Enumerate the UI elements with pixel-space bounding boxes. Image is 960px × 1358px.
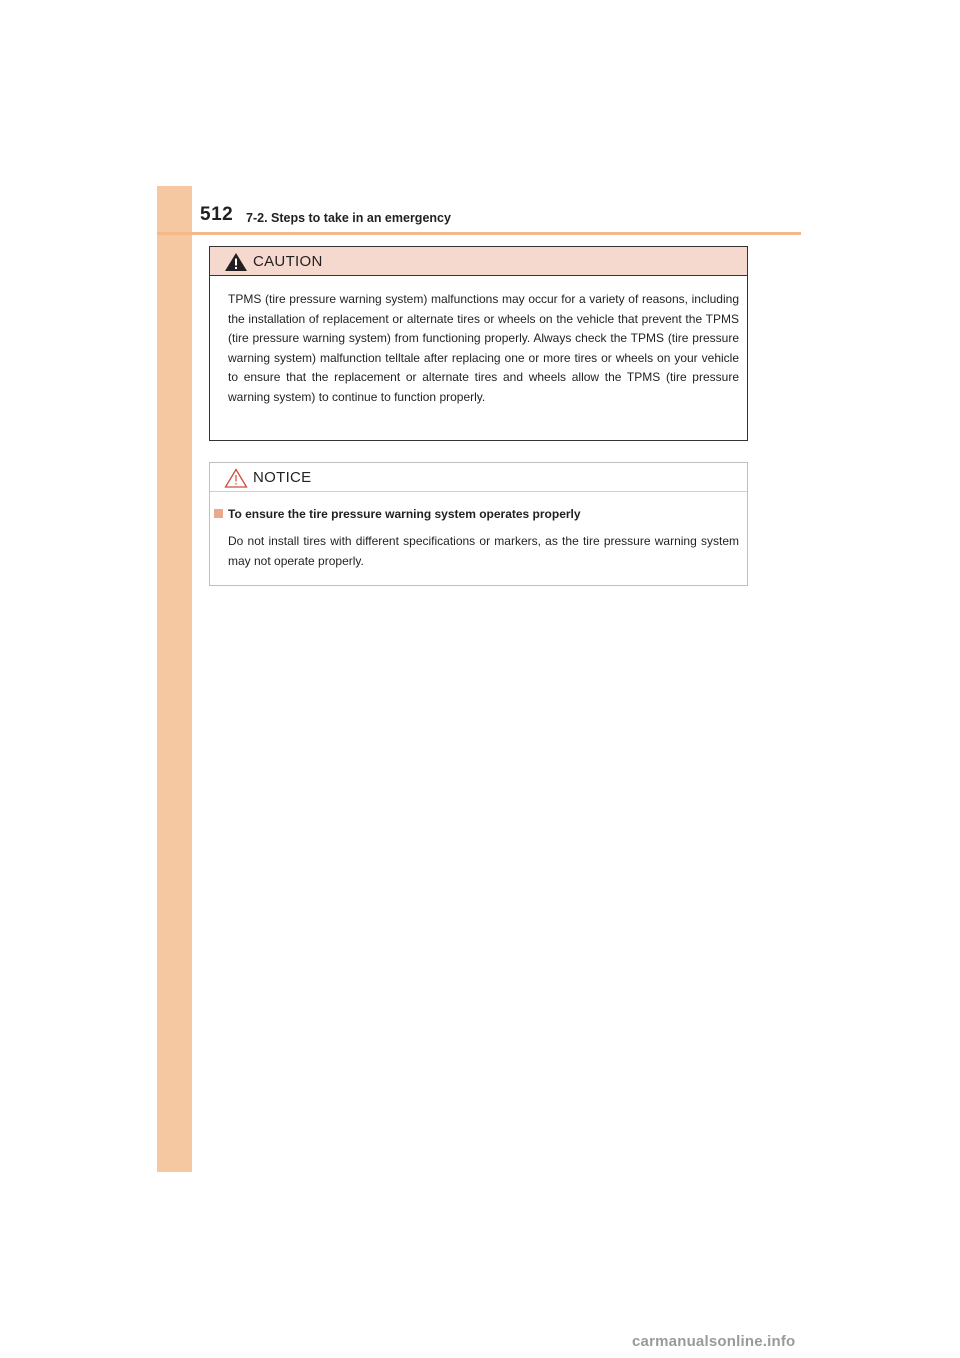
notice-box bbox=[209, 462, 748, 586]
warning-triangle-icon bbox=[224, 252, 248, 272]
notice-header bbox=[210, 463, 747, 492]
caution-header bbox=[210, 247, 747, 276]
caution-box bbox=[209, 246, 748, 441]
notice-text: Do not install tires with different specifications or markers, as the tire pressure warning system may not operate properly. bbox=[228, 534, 739, 568]
page-number: 512 bbox=[200, 204, 234, 225]
notice-heading bbox=[214, 507, 581, 521]
warning-triangle-outline-icon bbox=[224, 468, 248, 488]
header-rule bbox=[157, 232, 801, 235]
section-title: 7-2. Steps to take in an emergency bbox=[246, 211, 451, 225]
bullet-square-icon bbox=[214, 509, 223, 518]
caution-text: TPMS (tire pressure warning system) malfunctions may occur for a variety of reasons, including the installation of replacement or alternate tires or wheels on the vehicle that prevent the TPMS (tire pressure warning system) from functioning properly. Always check the TPMS (tire pressure warning system) malfunction telltale after replacing one or more tires or wheels on your vehicle to ensure that the replacement or alternate tires and wheels allow the TPMS (tire pressure warning system) to continue to function properly. bbox=[228, 292, 739, 404]
page-header bbox=[200, 204, 800, 234]
watermark: carmanualsonline.info bbox=[632, 1333, 796, 1350]
notice-heading-text: To ensure the tire pressure warning system operates properly bbox=[228, 507, 581, 521]
notice-label: NOTICE bbox=[253, 469, 312, 486]
caution-label: CAUTION bbox=[253, 253, 323, 270]
chapter-side-tab bbox=[157, 186, 192, 1172]
